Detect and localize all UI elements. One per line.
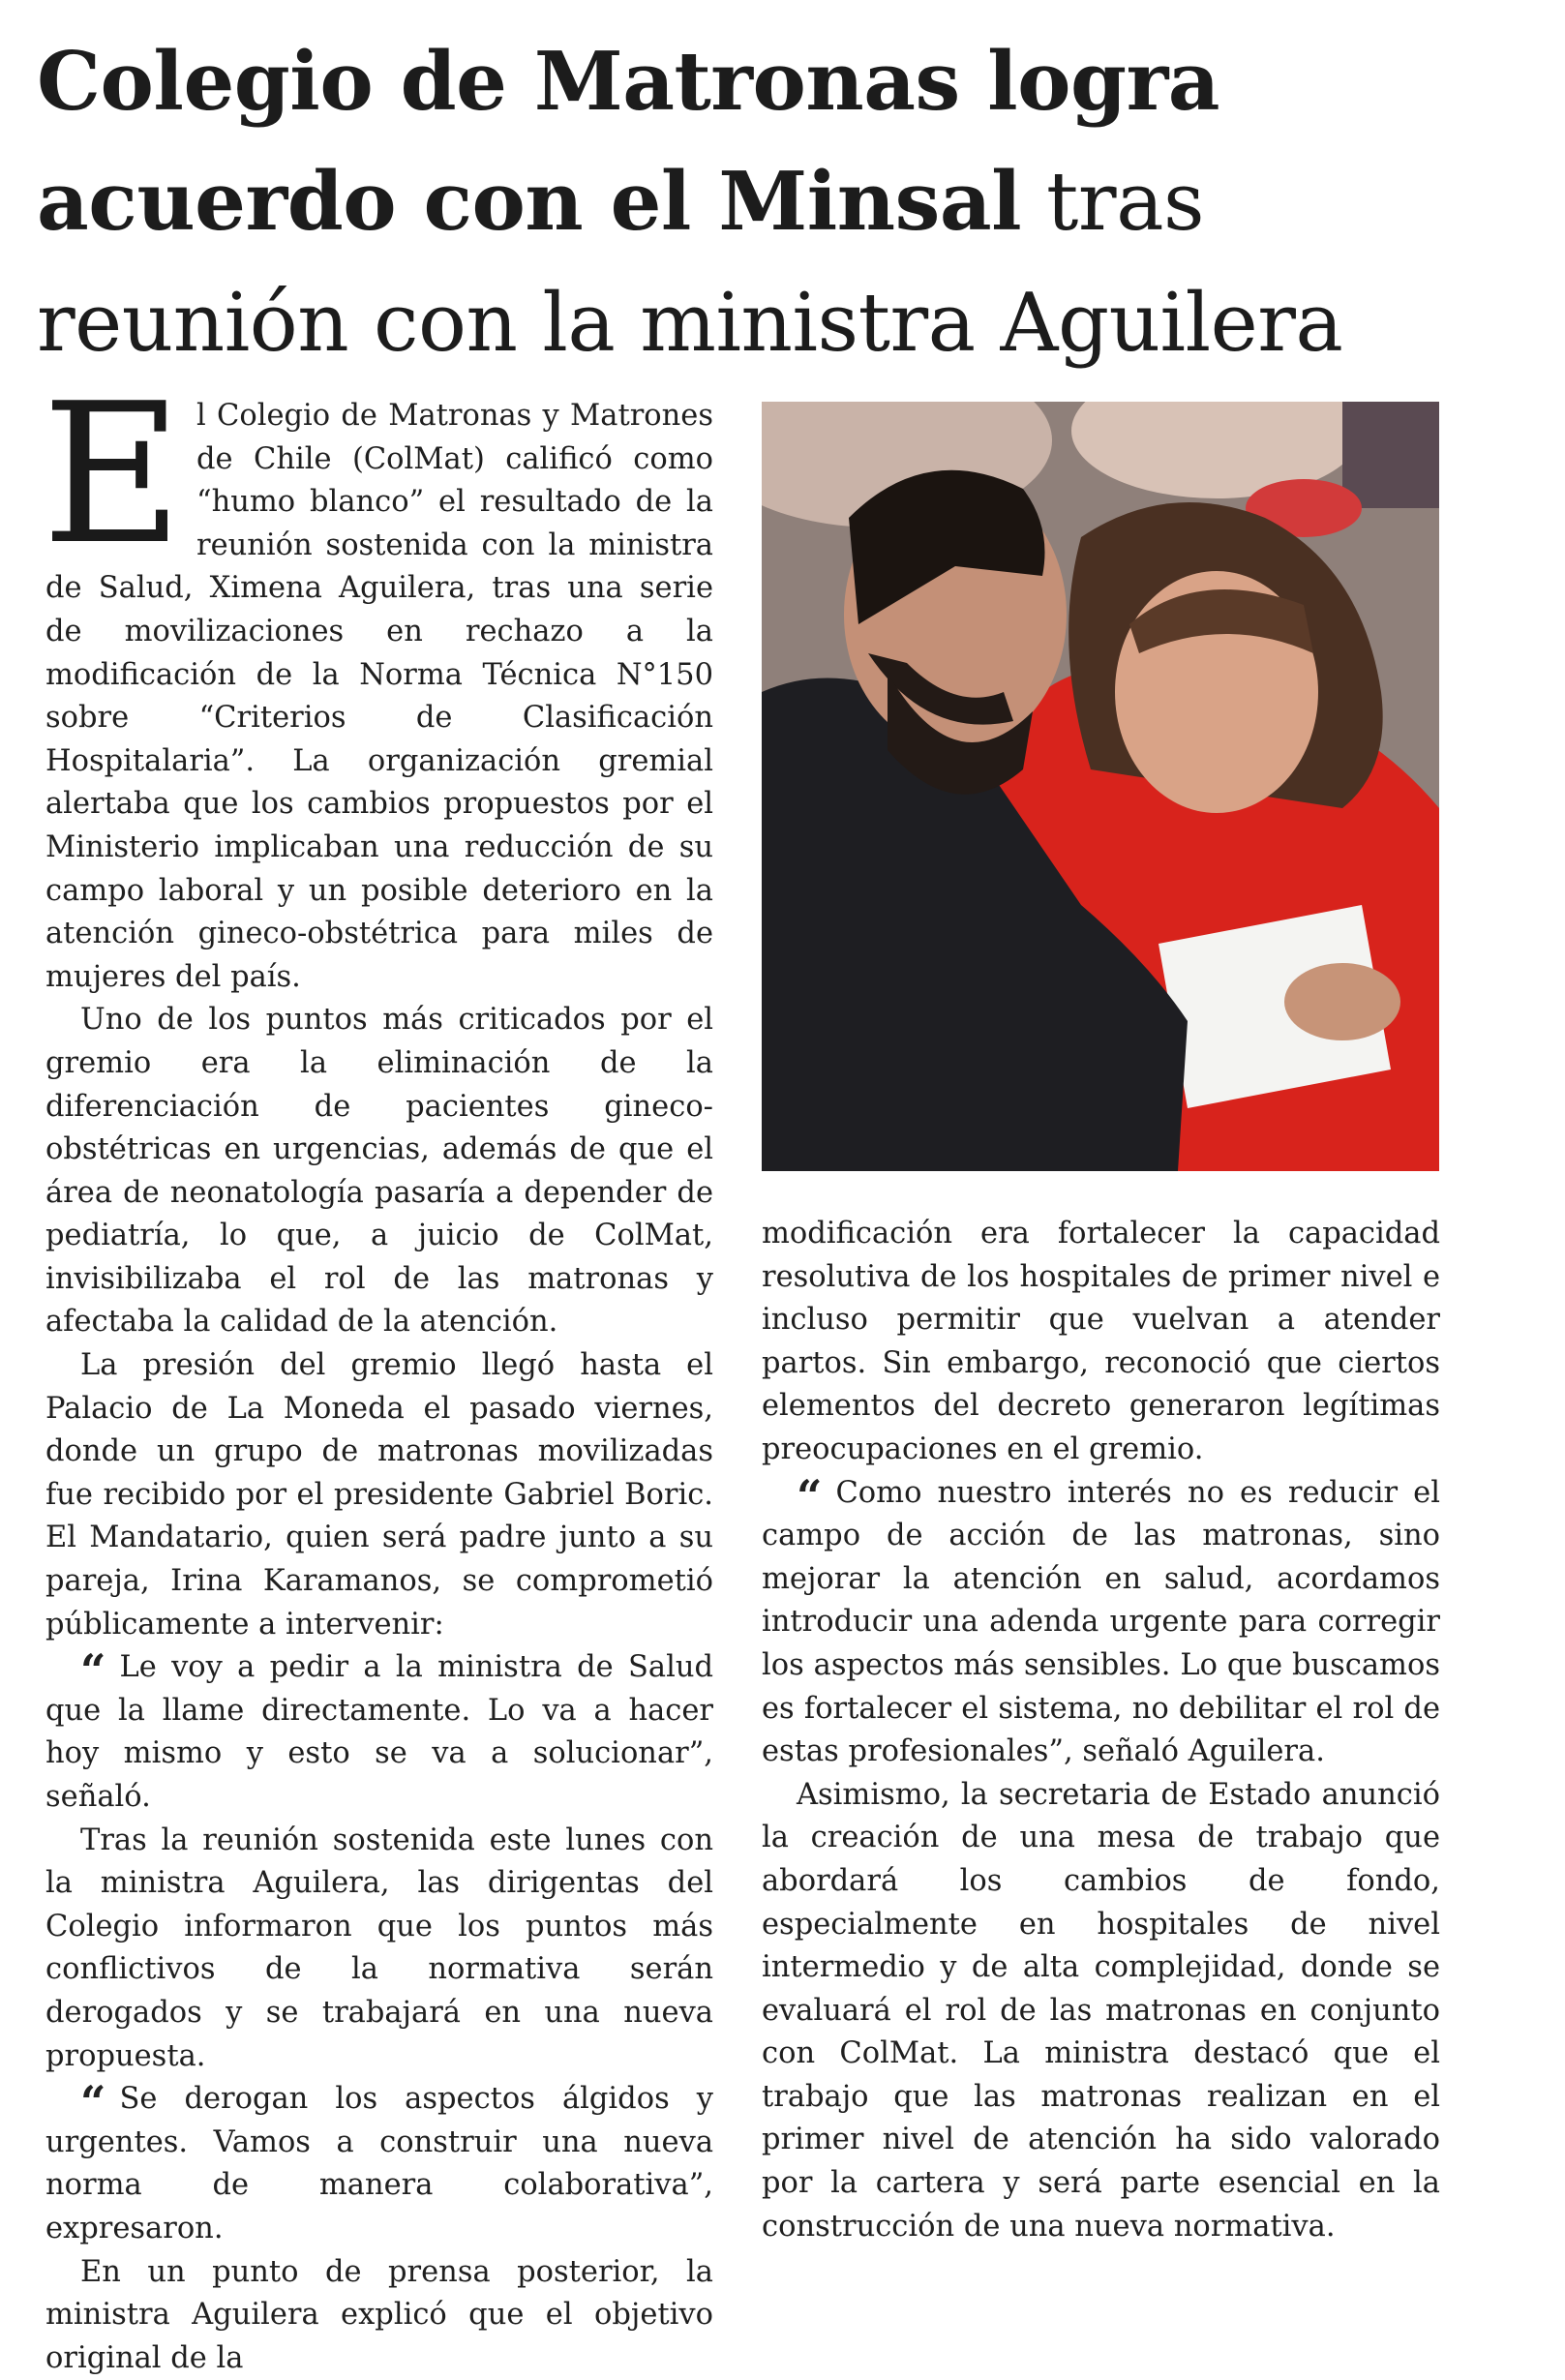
quote-boric-text: Le voy a pedir a la ministra de Salud que la llame directamente. Lo va a hacer hoy mismo y esto se va a solucionar”, señaló.: [45, 1650, 713, 1814]
quote-boric: [45, 1646, 713, 1819]
photo-illustration: [762, 402, 1439, 1171]
quote-mark-icon: “: [80, 1644, 106, 1698]
paragraph-5: En un punto de prensa posterior, la ministra Aguilera explicó que el objetivo original de la: [45, 2254, 713, 2375]
paragraph-7: Asimismo, la secretaria de Estado anunció la creación de una mesa de trabajo que abordará los cambios de fondo, especialmente en hospitales de nivel intermedio y de alta complejidad, donde se evaluará el rol de las matronas en conjunto con ColMat. La ministra destacó que el trabajo que las matronas realizan en el primer nivel de atención ha sido valorado por la cartera y será parte esencial en la construcción de una nueva normativa.: [762, 1777, 1440, 2244]
news-photo: [762, 402, 1439, 1171]
headline-light: tras reunión con la ministra Aguilera: [37, 155, 1343, 370]
quote-mark-icon: “: [797, 1469, 823, 1522]
drop-cap: E: [42, 362, 183, 587]
paragraph-4: Tras la reunión sostenida este lunes con la ministra Aguilera, las dirigentas del Colegio informaron que los puntos más conflictivos de la normativa serán derogados y se trabajará en una nueva propuesta.: [45, 1823, 713, 2073]
quote-aguilera: [762, 1469, 1440, 1774]
quote-colmat: [45, 2078, 713, 2250]
left-column: [42, 362, 713, 2380]
headline: [37, 21, 1527, 383]
paragraph-1: [42, 362, 713, 999]
paragraph-2: Uno de los puntos más criticados por el gremio era la eliminación de la diferenciación de pacientes gineco-obstétricas en urgencias, además de que el área de neonatología pasaría a depender de pediatría, lo que, a juicio de ColMat, invisibilizaba el rol de las matronas y afectaba la calidad de la atención.: [45, 1003, 713, 1340]
headline-bold: Colegio de Matronas logra acuerdo con el Minsal: [37, 34, 1220, 249]
paragraph-6-continued: modificación era fortalecer la capacidad resolutiva de los hospitales de primer nivel e incluso permitir que vuelvan a atender partos. Sin embargo, reconoció que ciertos elementos del decreto generaron legítimas preocupaciones en el gremio.: [762, 1217, 1440, 1466]
right-column: [762, 1213, 1440, 2248]
quote-aguilera-text: Como nuestro interés no es reducir el campo de acción de las matronas, sino mejorar la atención en salud, acordamos introducir una adenda urgente para corregir los aspectos más sensibles. Lo que buscamos es fortalecer el sistema, no debilitar el rol de estas profesionales”, señaló Aguilera.: [762, 1475, 1440, 1769]
quote-mark-icon: “: [80, 2076, 106, 2129]
paragraph-1-text: l Colegio de Matronas y Matrones de Chile (ColMat) calificó como “humo blanco” el resultado de la reunión sostenida con la ministra de Salud, Ximena Aguilera, tras una serie de movilizaciones en rechazo a la modificación de la Norma Técnica N°150 sobre “Criterios de Clasificación Hospitalaria”. La organización gremial alertaba que los cambios propuestos por el Ministerio implicaban una reducción de su campo laboral y un posible deterioro en la atención gineco-obstétrica para miles de mujeres del país.: [45, 399, 713, 994]
quote-colmat-text: Se derogan los aspectos álgidos y urgentes. Vamos a construir una nueva norma de manera colaborativa”, expresaron.: [45, 2082, 713, 2245]
paragraph-3: La presión del gremio llegó hasta el Palacio de La Moneda el pasado viernes, donde un grupo de matronas movilizadas fue recibido por el presidente Gabriel Boric. El Mandatario, quien será padre junto a su pareja, Irina Karamanos, se comprometió públicamente a intervenir:: [45, 1348, 713, 1642]
